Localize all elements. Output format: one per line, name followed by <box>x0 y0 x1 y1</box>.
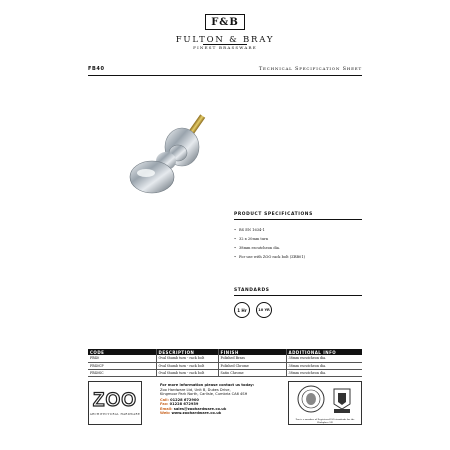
table-cell: Oval thumb turn - rack bolt <box>156 369 218 376</box>
guarantee-label: 10 YR <box>258 308 270 312</box>
contact-details <box>160 383 280 416</box>
table-cell: 38mm escutcheon dia. <box>286 362 362 369</box>
certification-note: Zoo is a member of Registered ISO standards for the Workplace UK <box>295 418 355 424</box>
zoo-logo-subtitle: ARCHITECTURAL HARDWARE <box>89 413 141 416</box>
web-link[interactable]: www.zoohardware.co.uk <box>171 411 222 415</box>
fire-rated-label: 1 Hr <box>237 307 247 313</box>
table-cell: FB40 <box>88 355 156 362</box>
table-row <box>88 369 362 376</box>
spec-item: • 38mm escutcheon dia. <box>234 244 305 253</box>
phone-number: 01228 672900 <box>170 397 199 402</box>
address-line: Zoo Hardware Ltd, Unit B, Dukes Drive, <box>160 387 231 392</box>
product-code: FB40 <box>88 66 105 72</box>
thumb-turn-product-image <box>120 105 230 215</box>
brand-monogram <box>205 14 245 30</box>
email-label: Email: <box>160 406 173 411</box>
standards-heading: STANDARDS <box>234 288 270 293</box>
column-header: FINISH <box>218 349 286 355</box>
phone-label: Call: <box>160 397 169 402</box>
fax-number: 01228 672939 <box>169 402 199 406</box>
table-cell: Oval thumb turn - rack bolt <box>156 355 218 362</box>
header-rule <box>88 75 362 76</box>
web-label: Web: <box>160 411 171 415</box>
email-link[interactable]: sales@zoohardware.co.uk <box>173 406 227 411</box>
table-cell: Oval thumb turn - rack bolt <box>156 362 218 369</box>
specifications-rule <box>234 219 362 220</box>
spec-item: • For use with ZOO rack bolt (ZRB01) <box>234 253 305 262</box>
guarantee-icon <box>256 302 272 318</box>
brand-subtitle: FINEST BRASSWARE <box>193 45 257 50</box>
table-cell: 38mm escutcheon dia. <box>286 355 362 362</box>
fax-label: Fax: <box>160 402 169 406</box>
table-cell: Polished Chrome <box>218 362 286 369</box>
brand-name: FULTON & BRAY <box>175 35 275 45</box>
table-cell: FB40CP <box>88 362 156 369</box>
table-cell: Satin Chrome <box>218 369 286 376</box>
table-cell: FB40SC <box>88 369 156 376</box>
spec-item: • BS EN 1634-1 <box>234 226 305 235</box>
specifications-heading: PRODUCT SPECIFICATIONS <box>234 212 313 217</box>
zoo-logo: ZOO <box>92 390 138 411</box>
fire-rated-icon <box>234 302 250 318</box>
product-table <box>88 349 362 377</box>
monogram-text: F&B <box>211 16 239 28</box>
certification-seals-icon <box>289 382 363 418</box>
table-row <box>88 362 362 369</box>
table-cell: Polished Brass <box>218 355 286 362</box>
spec-item: • 32 x 20mm turn <box>234 235 305 244</box>
document-title: Technical Specification Sheet <box>258 66 362 72</box>
table-row <box>88 355 362 362</box>
column-header: CODE <box>88 349 156 355</box>
zoo-logo-panel <box>88 381 142 425</box>
table-cell: 38mm escutcheon dia. <box>286 369 362 376</box>
standards-rule <box>234 295 362 296</box>
column-header: DESCRIPTION <box>156 349 218 355</box>
column-header: ADDITIONAL INFO <box>286 349 362 355</box>
specifications-list <box>234 226 305 262</box>
contact-heading: For more information please contact us today: <box>160 383 255 387</box>
address-line: Kingmoor Park North, Carlisle, Cumbria CA6 4SH <box>160 392 248 396</box>
web-line <box>160 411 280 416</box>
